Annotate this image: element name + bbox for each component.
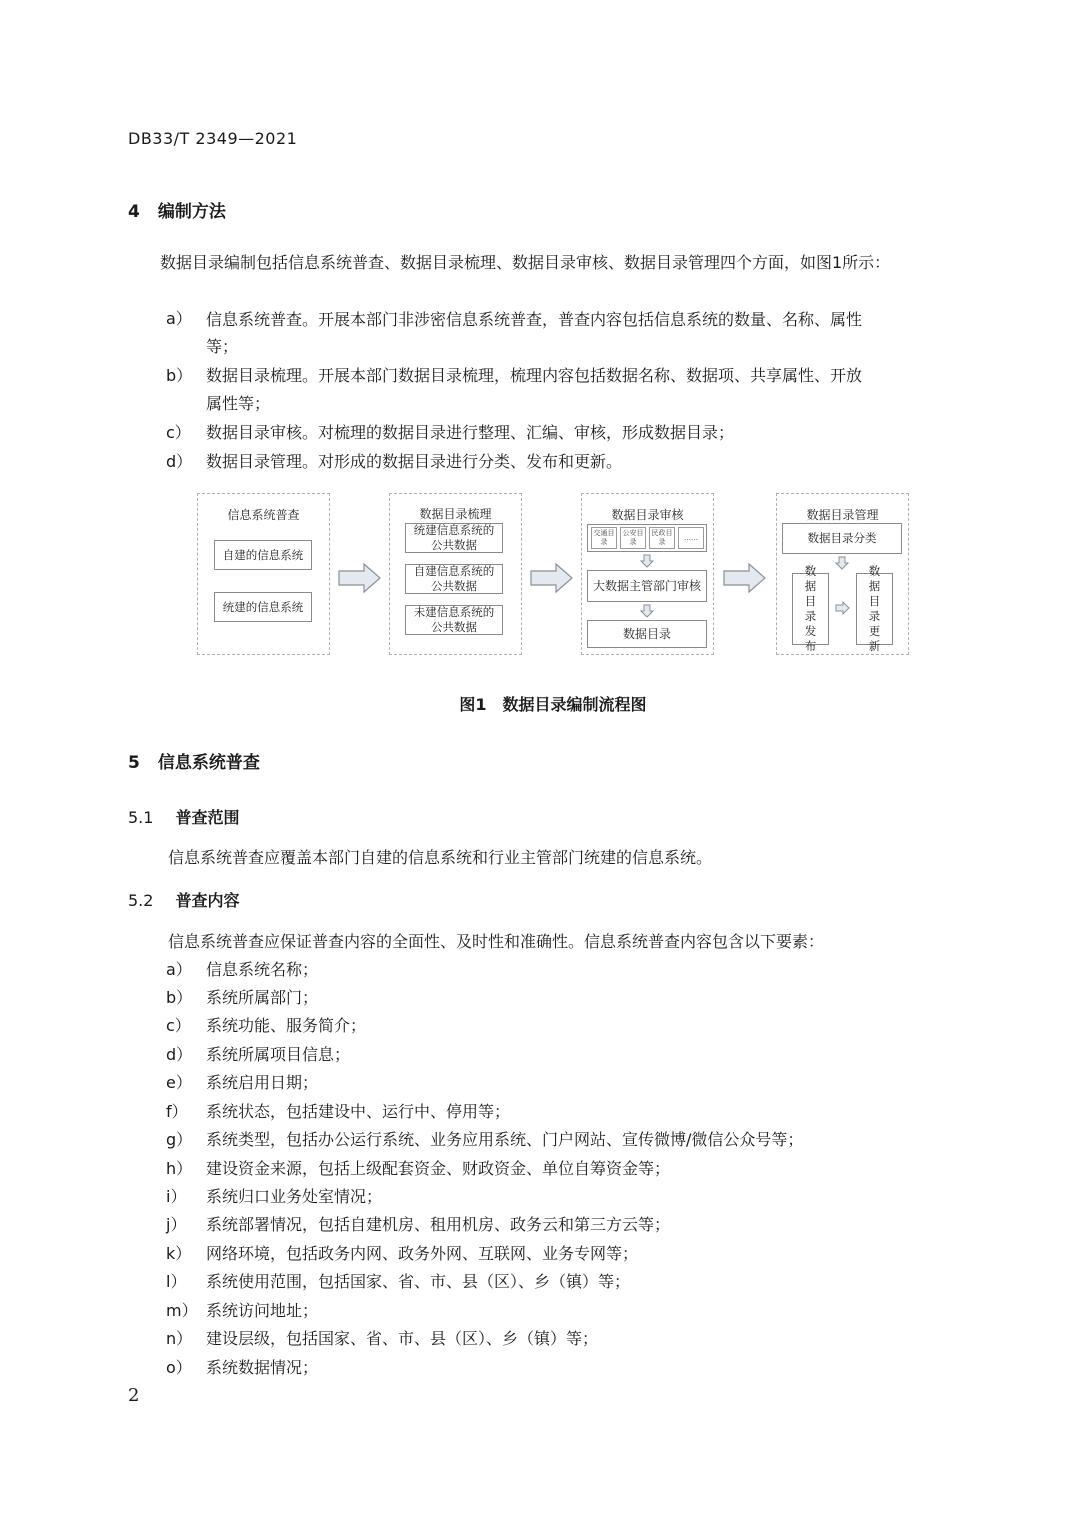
box-big-data-dept-review: 大数据主管部门审核 [587,570,707,602]
section-4-heading [128,197,226,222]
catalog-police: 公安目录 [620,527,646,549]
list-item: c） [166,423,191,442]
section-title: 编制方法 [157,202,226,222]
document-code: DB33/T 2349—2021 [128,129,298,148]
box-unbuilt-public-data: 未建信息系统的公共数据 [405,605,503,635]
list-item: c） [166,1016,191,1035]
right-arrow-icon [338,562,382,594]
list-item: o） [166,1358,192,1377]
section-5-2-heading [128,888,239,911]
section-number: 5 [128,753,140,773]
list-item: h） [166,1159,193,1178]
right-arrow-icon [530,562,574,594]
box-self-built-systems: 自建的信息系统 [214,540,312,570]
catalog-civil-affairs: 民政目录 [649,527,675,549]
list-item: a） [166,309,192,328]
stage-title: 数据目录审核 [611,508,684,522]
down-arrow-icon [640,604,654,618]
list-item-text: 系统功能、服务简介； [206,1016,367,1035]
stage-catalog-sorting [389,493,522,655]
list-item-text: 数据目录审核。对梳理的数据目录进行整理、汇编、审核，形成数据目录； [206,423,735,442]
box-catalog-update: 数据目录更新 [856,573,893,645]
catalog-traffic: 交通目录 [591,527,617,549]
list-item-text: 网络环境，包括政务内网、政务外网、互联网、业务专网等； [206,1244,639,1263]
section-title: 信息系统普查 [157,753,260,773]
list-item-text: 数据目录管理。对形成的数据目录进行分类、发布和更新。 [206,452,623,471]
box-data-catalog: 数据目录 [587,620,707,648]
list-item-text: 系统所属项目信息； [206,1045,351,1064]
list-item-text: 系统部署情况，包括自建机房、租用机房、政务云和第三方云等； [206,1215,671,1234]
section-number: 5.1 [128,808,154,827]
list-item-text: 信息系统名称； [206,960,319,979]
section-title: 普查范围 [175,808,240,827]
list-item-text: 系统使用范围，包括国家、省、市、县（区）、乡（镇）等； [206,1272,631,1291]
section-number: 5.2 [128,891,154,910]
stage-title: 数据目录梳理 [419,507,492,521]
box-unified-built-systems: 统建的信息系统 [214,592,312,622]
list-item-text: 系统类型，包括办公运行系统、业务应用系统、门户网站、宣传微博/微信公众号等； [206,1130,804,1149]
page-number: 2 [128,1385,140,1406]
list-item: i） [166,1187,187,1206]
list-item-continuation: 属性等； [206,394,271,413]
list-item: d） [166,1045,193,1064]
stage-catalog-management [776,493,909,655]
down-arrow-icon [640,554,654,568]
right-arrow-icon [723,562,767,594]
list-item-text: 建设资金来源，包括上级配套资金、财政资金、单位自筹资金等； [206,1159,671,1178]
list-item-text: 系统数据情况； [206,1358,319,1377]
section-5-2-intro: 信息系统普查应保证普查内容的全面性、及时性和准确性。信息系统普查内容包含以下要素： [168,932,825,951]
list-item: l） [166,1272,187,1291]
catalog-more: …… [678,527,704,549]
list-item: a） [166,960,192,979]
list-item: b） [166,366,193,385]
stage-title: 信息系统普查 [227,508,300,522]
list-item-text: 系统启用日期； [206,1073,319,1092]
stage-system-survey [197,493,330,655]
stage-catalog-review [581,493,714,655]
list-item: m） [166,1301,198,1320]
list-item: j） [166,1215,187,1234]
list-item: d） [166,452,193,471]
list-item-text: 系统归口业务处室情况； [206,1187,383,1206]
list-item-continuation: 等； [206,337,239,356]
list-item: g） [166,1130,193,1149]
section-5-1-heading [128,805,239,828]
stage-title: 数据目录管理 [806,508,879,522]
list-item: e） [166,1073,192,1092]
list-item: b） [166,988,193,1007]
list-item-text: 建设层级，包括国家、省、市、县（区）、乡（镇）等； [206,1329,599,1348]
section-number: 4 [128,202,140,222]
section-title: 普查内容 [175,891,240,910]
figure-caption: 图1 数据目录编制流程图 [459,695,647,714]
list-item-text: 数据目录梳理。开展本部门数据目录梳理，梳理内容包括数据名称、数据项、共享属性、开放 [206,366,863,385]
box-self-built-public-data: 自建信息系统的公共数据 [405,564,503,594]
box-catalog-publish: 数据目录发布 [792,573,829,645]
list-item-text: 系统访问地址； [206,1301,319,1320]
section-4-intro: 数据目录编制包括信息系统普查、数据目录梳理、数据目录审核、数据目录管理四个方面，如图1所示： [160,253,891,272]
list-item: f） [166,1102,188,1121]
box-unified-public-data: 统建信息系统的公共数据 [405,523,503,553]
section-5-1-text: 信息系统普查应覆盖本部门自建的信息系统和行业主管部门统建的信息系统。 [168,848,713,867]
list-item-text: 系统状态，包括建设中、运行中、停用等； [206,1102,511,1121]
list-item-text: 信息系统普查。开展本部门非涉密信息系统普查，普查内容包括信息系统的数量、名称、属性 [206,310,863,329]
list-item-text: 系统所属部门； [206,988,319,1007]
box-catalog-classification: 数据目录分类 [782,523,902,554]
right-arrow-icon [835,601,851,615]
list-item: n） [166,1329,193,1348]
list-item: k） [166,1244,192,1263]
section-5-heading [128,748,260,773]
down-arrow-icon [835,556,849,570]
